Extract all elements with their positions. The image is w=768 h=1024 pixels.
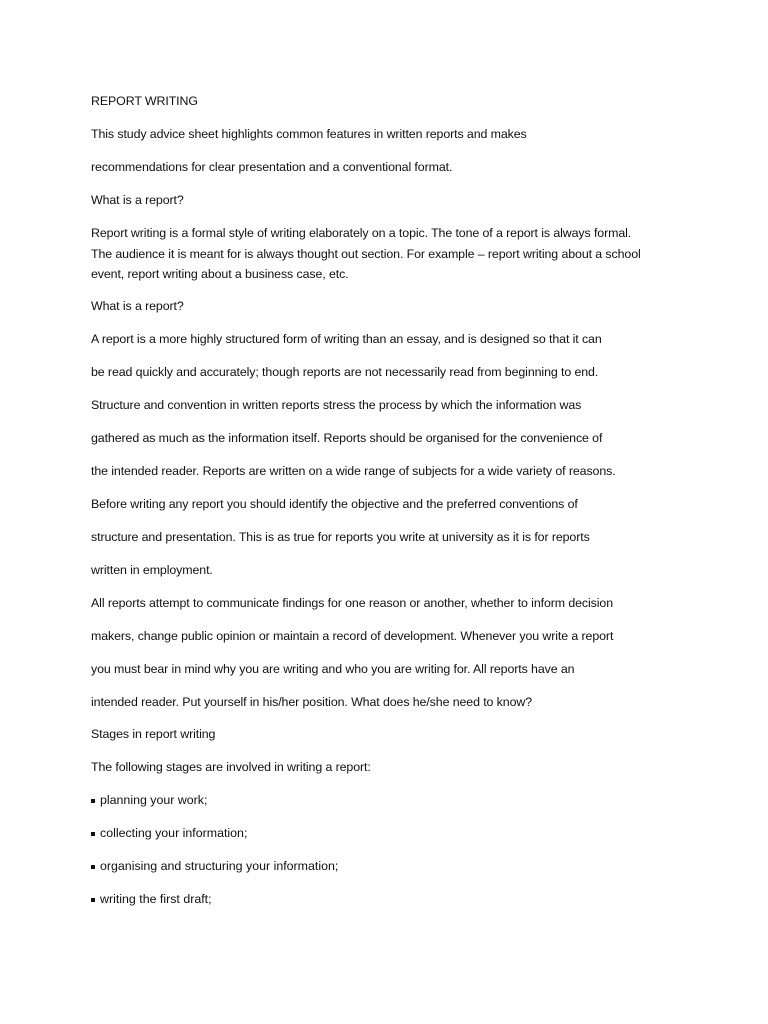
list-item [91, 790, 207, 810]
stages-intro: The following stages are involved in writing a report: [91, 760, 371, 774]
body-line: intended reader. Put yourself in his/her position. What does he/she need to know? [91, 695, 533, 709]
list-item [91, 823, 247, 843]
body-line: makers, change public opinion or maintain a record of development. Whenever you write a report [91, 629, 614, 643]
square-bullet-icon [91, 898, 95, 902]
body-line: written in employment. [91, 563, 213, 577]
intro-line: This study advice sheet highlights common features in written reports and makes [91, 127, 527, 141]
list-item-text: collecting your information; [100, 826, 248, 840]
square-bullet-icon [91, 832, 95, 836]
square-bullet-icon [91, 799, 95, 803]
list-item-text: organising and structuring your information; [100, 859, 339, 873]
definition-line: event, report writing about a business case, etc. [91, 267, 349, 281]
body-line: the intended reader. Reports are written on a wide range of subjects for a wide variety of reasons. [91, 464, 616, 478]
list-item-text: planning your work; [100, 793, 208, 807]
body-line: you must bear in mind why you are writing and who you are writing for. All reports have an [91, 662, 575, 676]
body-line: structure and presentation. This is as true for reports you write at university as it is for reports [91, 530, 590, 544]
section-question: What is a report? [91, 193, 184, 207]
definition-line: The audience it is meant for is always thought out section. For example – report writing about a school [91, 247, 641, 261]
definition-line: Report writing is a formal style of writing elaborately on a topic. The tone of a report is always formal. [91, 226, 632, 240]
section-heading: Stages in report writing [91, 727, 216, 741]
list-item-text: writing the first draft; [100, 892, 212, 906]
body-line: Structure and convention in written reports stress the process by which the information was [91, 398, 582, 412]
list-item [91, 856, 338, 876]
body-line: be read quickly and accurately; though reports are not necessarily read from beginning to end. [91, 365, 599, 379]
body-line: gathered as much as the information itself. Reports should be organised for the convenience of [91, 431, 603, 445]
body-line: A report is a more highly structured form of writing than an essay, and is designed so that it can [91, 332, 602, 346]
body-line: All reports attempt to communicate findings for one reason or another, whether to inform decision [91, 596, 613, 610]
list-item [91, 889, 212, 909]
square-bullet-icon [91, 865, 95, 869]
section-question: What is a report? [91, 299, 184, 313]
document-title: REPORT WRITING [91, 94, 198, 108]
intro-line: recommendations for clear presentation and a conventional format. [91, 160, 453, 174]
body-line: Before writing any report you should identify the objective and the preferred conventions of [91, 497, 578, 511]
